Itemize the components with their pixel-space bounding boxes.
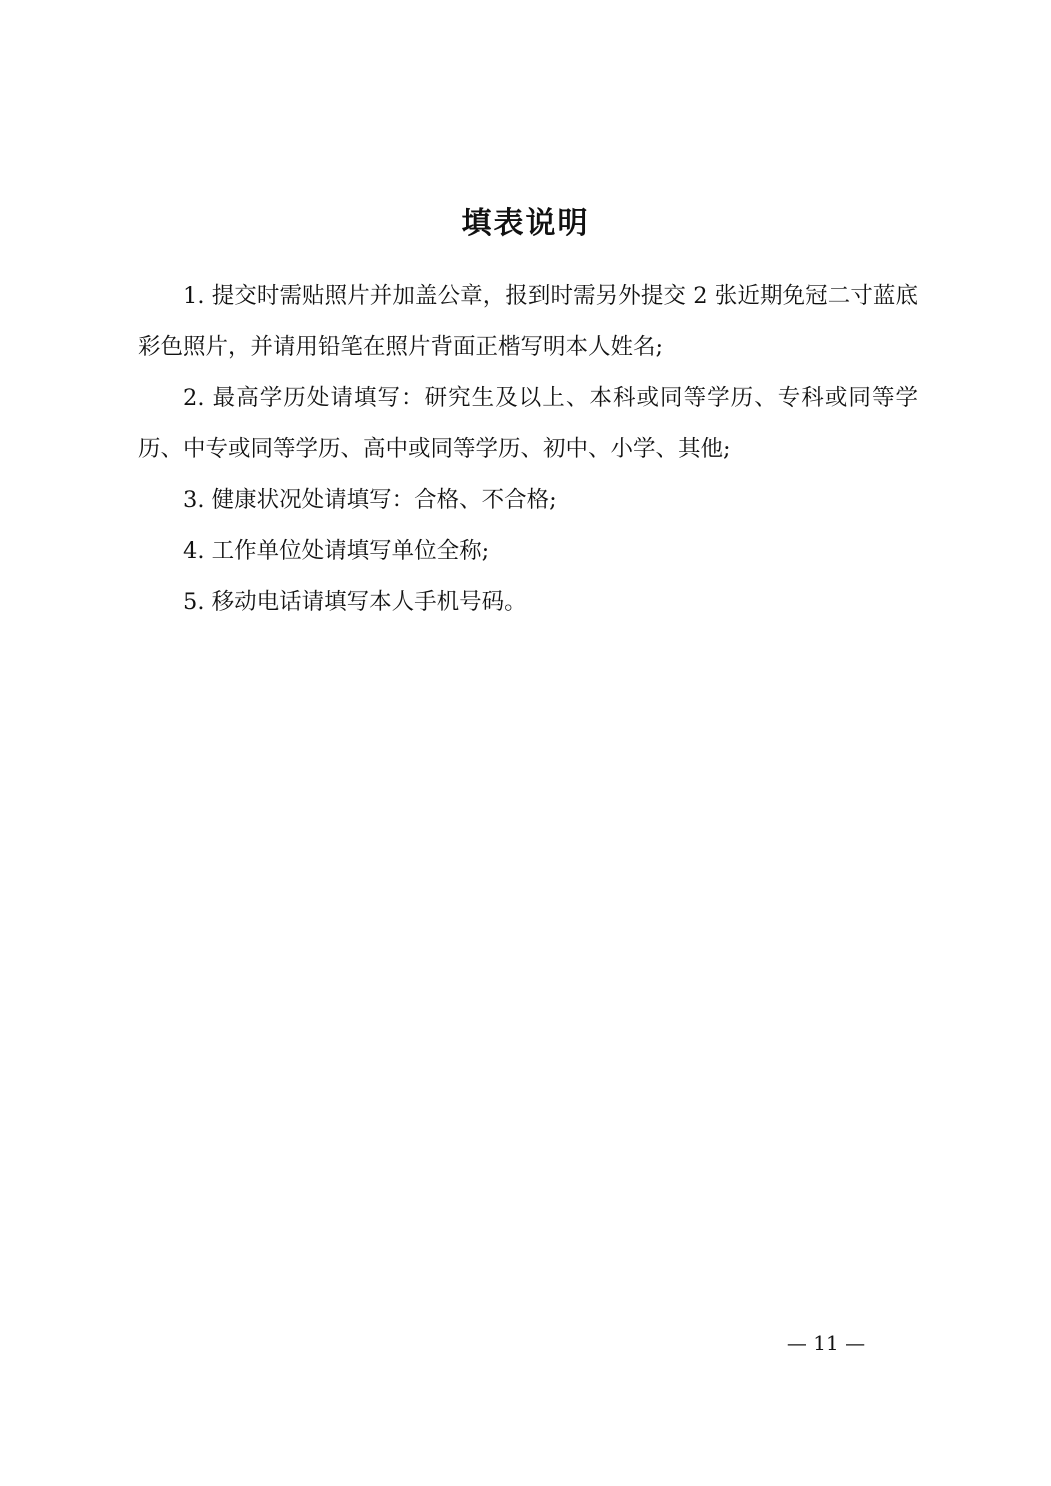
page-title: 填表说明 (461, 206, 590, 241)
instruction-item: 2. 最高学历处请填写：研究生及以上、本科或同等学历、专科或同等学历、中专或同等学历、高中或同等学历、初中、小学、其他; (138, 385, 918, 462)
instructions-list (138, 271, 918, 628)
page-number: — 11 — (786, 1331, 866, 1355)
instruction-item: 3. 健康状况处请填写：合格、不合格; (183, 487, 557, 513)
instruction-item: 1. 提交时需贴照片并加盖公章，报到时需另外提交 2 张近期免冠二寸蓝底彩色照片，并请用铅笔在照片背面正楷写明本人姓名; (138, 283, 918, 360)
instruction-item: 5. 移动电话请填写本人手机号码。 (183, 589, 527, 615)
instruction-item: 4. 工作单位处请填写单位全称; (183, 538, 490, 564)
